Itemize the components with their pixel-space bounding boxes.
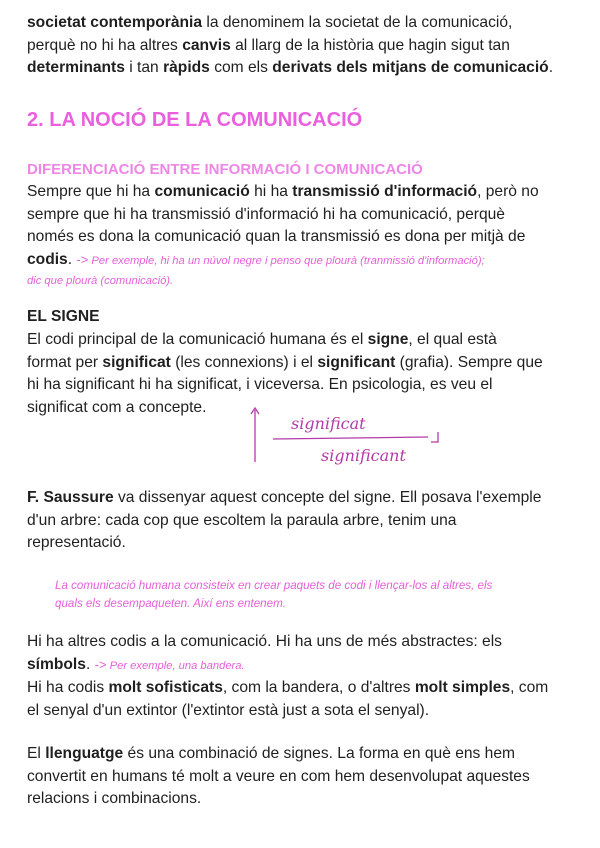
intro-bold-2: canvis (182, 36, 231, 54)
intro-text-3: al llarg de la història que hagin sigut tan (230, 36, 510, 54)
p1-bold-b: comunicació (154, 183, 250, 200)
p4-line-4: el senyal d'un extintor (l'extintor està just a sota el senyal). (27, 701, 430, 719)
quote-line-2: quals els desempaqueten. Així ens entenem. (55, 597, 286, 610)
intro-bold-3: determinants (27, 59, 125, 77)
p1-line-2: sempre que hi ha transmissió d'informació hi ha comunicació, perquè (27, 205, 505, 223)
p1-dot: . (67, 250, 77, 268)
p4-dot: . (85, 655, 95, 673)
p4-text-a: Hi ha codis (27, 679, 109, 697)
handwritten-significant: significant (321, 446, 406, 465)
p2-bold-e: significat (102, 353, 171, 371)
p1-text-e: , però no (477, 183, 539, 200)
p2-line-3: hi ha significant hi ha significat, i viceversa. En psicologia, es veu el (27, 376, 493, 394)
intro-text-2: perquè no hi ha altres (27, 36, 183, 54)
handwritten-significat: significat (291, 414, 366, 433)
intro-text-6: . (548, 59, 554, 77)
p5-line-3: relacions i combinacions. (27, 790, 202, 808)
p4-bold-simbols: símbols (27, 655, 86, 673)
p2-text-h: (grafia). Sempre que (395, 353, 543, 371)
p2-text-c: , el qual està (408, 331, 497, 348)
p2-text-d: format per (27, 353, 103, 371)
intro-text-5: com els (209, 59, 273, 77)
p4-bold-d: molt simples (414, 679, 511, 697)
intro-text-4: i tan (124, 59, 164, 77)
subsection-title-sign: EL SIGNE (27, 308, 100, 325)
arrow-icon-2: -> (94, 656, 107, 672)
p1-bold-codis: codis (27, 250, 68, 268)
paragraph-language (27, 743, 572, 811)
p5-line-2: convertit en humans té molt a veure en com hem desenvolupat aquestes (27, 767, 530, 785)
p2-text-a: El codi principal de la comunicació humana és el (27, 331, 368, 348)
p4-note: Per exemple, una bandera. (106, 659, 245, 672)
p4-bold-b: molt sofisticats (108, 679, 223, 697)
p3-bold-saussure: F. Saussure (27, 489, 114, 506)
p2-line-4: significat com a concepte. (27, 398, 207, 416)
p1-text-a: Sempre que hi ha (27, 183, 155, 200)
p2-bold-g: significant (317, 353, 396, 371)
p1-text-c: hi ha (249, 183, 293, 200)
p4-text-e: , com (510, 679, 549, 697)
handwritten-sign-diagram (245, 402, 455, 472)
p1-line-3: només es dona la comunicació quan la transmissió es dona per mitjà de (27, 228, 526, 246)
p4-text-c: , com la bandera, o d'altres (222, 679, 415, 697)
subsection-title-information: DIFERENCIACIÓ ENTRE INFORMACIÓ I COMUNICACIÓ (27, 161, 423, 178)
intro-paragraph (27, 12, 572, 80)
p3-line-2: d'un arbre: cada cop que escoltem la paraula arbre, tenim una (27, 511, 457, 529)
p5-bold-b: llenguatge (45, 745, 124, 762)
paragraph-information (27, 181, 572, 290)
section-title: 2. LA NOCIÓ DE LA COMUNICACIÓ (27, 109, 363, 131)
p1-note-1: Per exemple, hi ha un núvol negre i penso que plourà (tranmissió d'informació); (88, 254, 485, 267)
paragraph-codes (27, 631, 572, 722)
p2-bold-b: signe (367, 331, 409, 348)
p5-text-a: El (27, 745, 46, 762)
p4-line-1: Hi ha altres codis a la comunicació. Hi ha uns de més abstractes: els (27, 633, 502, 650)
intro-bold-4: ràpids (163, 59, 210, 77)
paragraph-saussure (27, 487, 572, 555)
intro-bold-5: derivats dels mitjans de comunicació (272, 59, 549, 77)
p5-text-c: és una combinació de signes. La forma en què ens hem (123, 745, 516, 762)
fraction-line (273, 437, 428, 439)
p1-note-2: dic que plourà (comunicació). (27, 275, 174, 288)
p3-text-b: va dissenyar aquest concepte del signe. Ell posava l'exemple (113, 489, 542, 506)
arrow-icon: -> (76, 251, 89, 267)
quote-block (55, 577, 575, 613)
p2-text-f: (les connexions) i el (170, 353, 318, 371)
intro-bold-1: societat contemporània (27, 14, 203, 31)
right-bracket-icon (431, 432, 438, 442)
p1-bold-d: transmissió d'informació (292, 183, 478, 200)
quote-line-1: La comunicació humana consisteix en crear paquets de codi i llençar-los al altres, els (55, 579, 493, 592)
intro-text-1: la denominem la societat de la comunicació, (202, 14, 513, 31)
p3-line-3: representació. (27, 534, 126, 552)
